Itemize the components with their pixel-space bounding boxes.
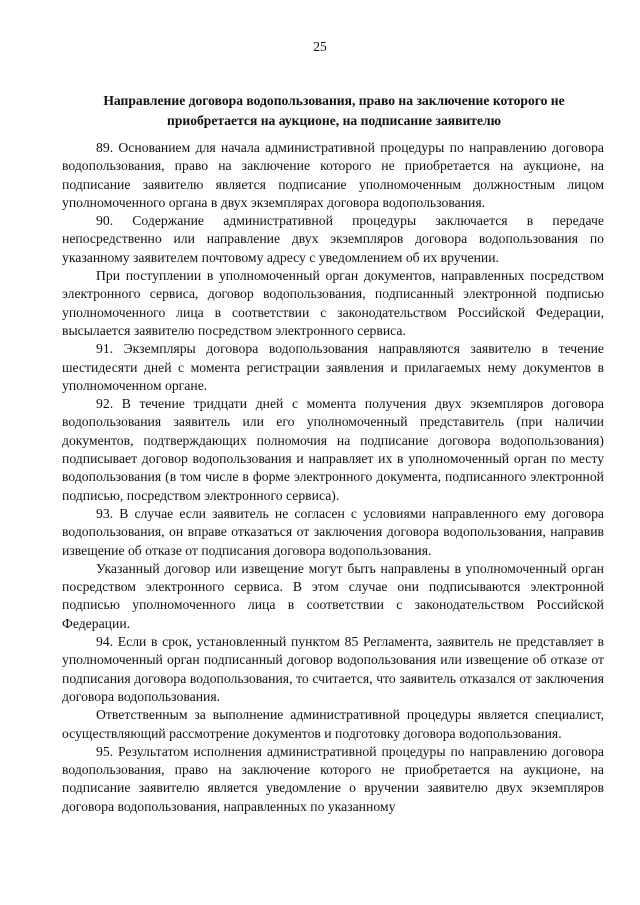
paragraph-90-electronic: При поступлении в уполномоченный орган документов, направленных посредством электронного сервиса, договор водопользования, подписанный электронной подписью уполномоченного лица в соответствии с законодательством Российской Федерации, высылается заявителю посредством электронного сервиса. — [62, 268, 604, 338]
paragraph-93: 93. В случае если заявитель не согласен с условиями направленного ему договора водопользования, он вправе отказаться от заключения договора водопользования, направив извещение об отказе от подписания договора водопользования. — [62, 505, 604, 558]
document-body — [62, 139, 604, 816]
paragraph-90: 90. Содержание административной процедуры заключается в передаче непосредственно или направление двух экземпляров договора водопользования по указанному заявителем почтовому адресу с уведомлением об их вручении. — [62, 213, 604, 265]
paragraph-94: 94. Если в срок, установленный пунктом 85 Регламента, заявитель не представляет в уполномоченный орган подписанный договор водопользования или извещение об отказе от подписания договора водопользования, то считается, что заявитель отказался от заключения договора водопользования. — [62, 634, 604, 704]
paragraph-94-responsible: Ответственным за выполнение административной процедуры является специалист, осуществляющий рассмотрение документов и подготовку договора водопользования. — [62, 707, 604, 741]
paragraph-93-electronic: Указанный договор или извещение могут быть направлены в уполномоченный орган посредством электронного сервиса. В этом случае они подписываются электронной подписью уполномоченного лица в соответствии с законодательством Российской Федерации. — [62, 560, 604, 631]
page-number: 25 — [313, 39, 327, 54]
section-heading: Направление договора водопользования, право на заключение которого не приобретается на аукционе, на подписание заявителю — [103, 93, 565, 128]
paragraph-91: 91. Экземпляры договора водопользования направляются заявителю в течение шестидесяти дней с момента регистрации заявления и прилагаемых нему документов в уполномоченном органе. — [62, 341, 604, 393]
paragraph-95: 95. Результатом исполнения административной процедуры по направлению договора водопользования, право на заключение которого не приобретается на аукционе, на подписание заявителю является уведомление о вручении заявителю двух экземпляров договора водопользования, направленных по указанному — [62, 743, 604, 814]
paragraph-92: 92. В течение тридцати дней с момента получения двух экземпляров договора водопользования заявитель или его уполномоченный представитель (при наличии документов, подтверждающих полномочия на подписание договора водопользования) подписывает договор водопользования и направляет их в уполномоченный орган по месту водопользования (в том числе в форме электронного документа, подписанного электронной подписью, посредством электронного сервиса). — [62, 396, 604, 503]
paragraph-89: 89. Основанием для начала административной процедуры по направлению договора водопользования, право на заключение которого не приобретается на аукционе, на подписание заявителю является подписание уполномоченным должностным лицом уполномоченного органа в двух экземплярах договора водопользования. — [62, 140, 604, 210]
